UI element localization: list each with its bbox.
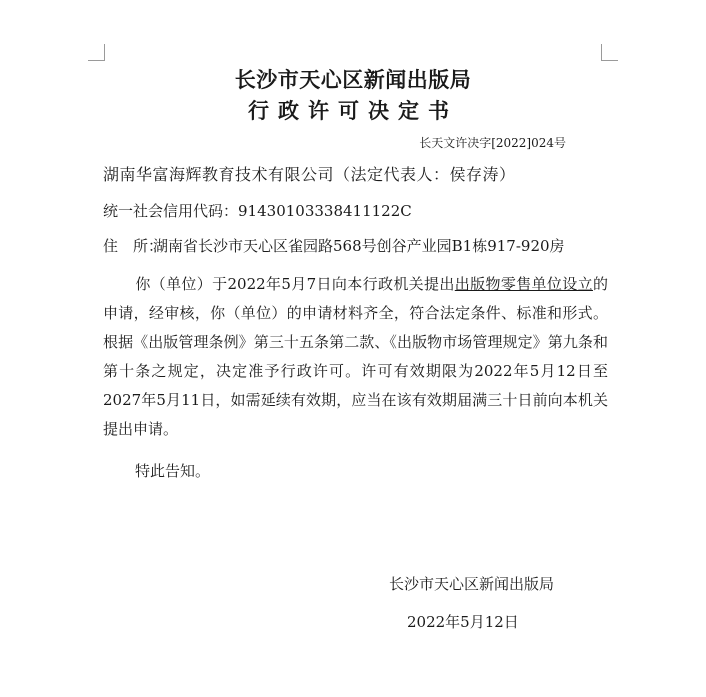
issuer-title: 长沙市天心区新闻出版局 xyxy=(234,67,472,92)
page-corner-mark-top-left xyxy=(88,44,105,61)
signature-date: 2022年5月12日 xyxy=(407,613,519,631)
address-value: 湖南省长沙市天心区雀园路568号创谷产业园B1栋917-920房 xyxy=(153,237,565,255)
document-title: 行政许可决定书 xyxy=(248,98,458,123)
company-name: 湖南华富海辉教育技术有限公司（法定代表人：侯存涛） xyxy=(103,165,516,184)
credit-code-label: 统一社会信用代码： xyxy=(103,202,239,220)
credit-code-value: 91430103338411122C xyxy=(238,202,412,220)
address-line xyxy=(103,235,565,256)
body-text-part1: 你（单位）于2022年5月7日向本行政机关提出 xyxy=(135,275,455,293)
body-text-part2: 的申请，经审核，你（单位）的申请材料齐全，符合法定条件、标准和形式。根据《出版管理条例》第三十五条第二款、《出版物市场管理规定》第九条和第十条之规定，决定准予行政许可。许可有效期限为2022年5月12日至2027年5月11日，如需延续有效期，应当在该有效期届满三十日前向本机关提出申请。 xyxy=(103,275,608,438)
decision-body xyxy=(103,270,608,444)
signature-organization: 长沙市天心区新闻出版局 xyxy=(389,575,555,593)
page-corner-mark-top-right xyxy=(601,44,618,61)
document-number: 长天文许决字[2022]024号 xyxy=(419,136,566,150)
credit-code-line xyxy=(103,200,412,221)
address-label: 住 所： xyxy=(103,237,164,255)
closing-statement: 特此告知。 xyxy=(135,462,211,480)
body-underlined-text: 出版物零售单位设立 xyxy=(454,275,593,293)
